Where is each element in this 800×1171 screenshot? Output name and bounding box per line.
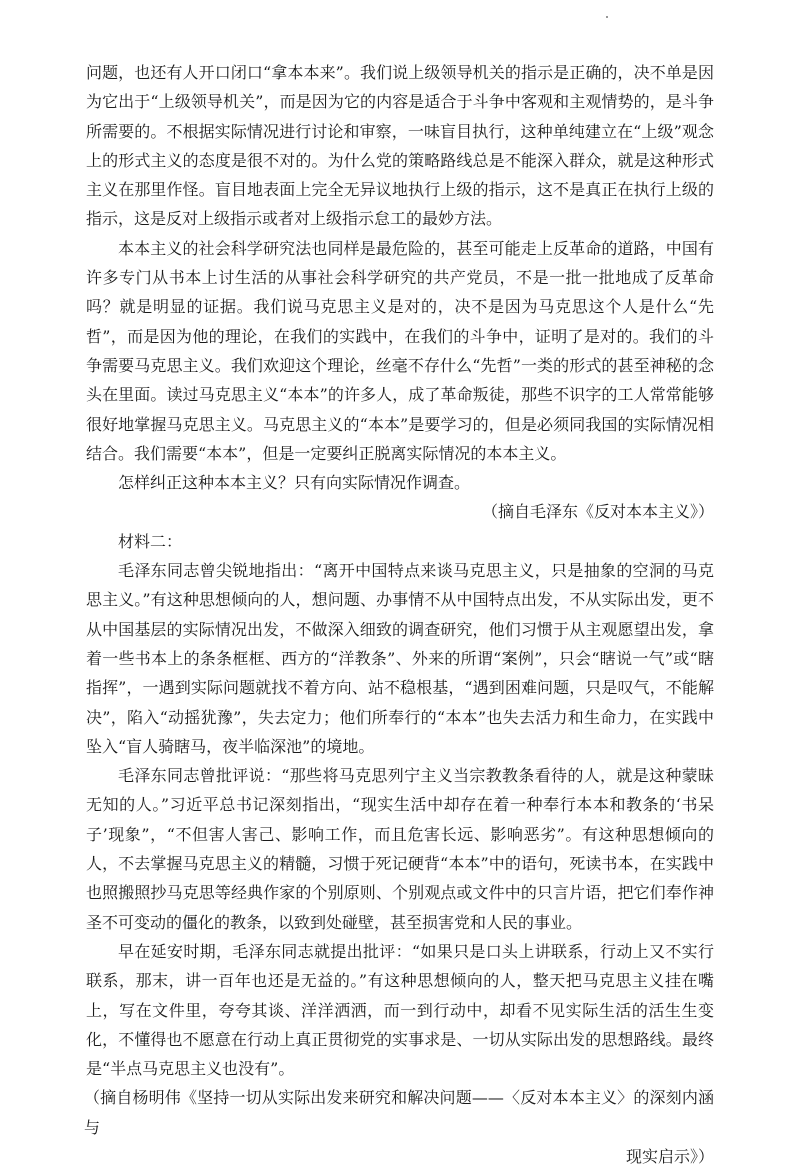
source-citation-yang-line1: （摘自杨明伟《坚持一切从实际出发来研究和解决问题——〈反对本本主义〉的深刻内涵与 — [84, 1088, 714, 1137]
material-two-heading: 材料二： — [118, 531, 183, 551]
document-body — [86, 58, 714, 1171]
paragraph-how-to-correct: 怎样纠正这种本本主义？只有向实际情况作调查。 — [118, 473, 471, 493]
paragraph-bookism-method: 本本主义的社会科学研究法也同样是最危险的，甚至可能走上反革命的道路，中国有许多专门从书本上讨生活的从事社会科学研究的共产党员，不是一批一批地成了反革命吗？就是明显的证据。我们说马克思主义是对的，决不是因为马克思这个人是什么“先哲”，而是因为他的理论，在我们的实践中，在我们的斗争中，证明了是对的。我们的斗争需要马克思主义。我们欢迎这个理论，丝毫不存什么“先哲”一类的形式的甚至神秘的念头在里面。读过马克思主义“本本”的许多人，成了革命叛徒，那些不识字的工人常常能够很好地掌握马克思主义。马克思主义的“本本”是要学习的，但是必须同我国的实际情况相结合。我们需要“本本”，但是一定要纠正脱离实际情况的本本主义。 — [86, 238, 714, 463]
paragraph-dogma-criticism: 毛泽东同志曾批评说：“那些将马克思列宁主义当宗教教条看待的人，就是这种蒙昧无知的人。”习近平总书记深刻指出，“现实生活中却存在着一种奉行本本和教条的‘书呆子’现象”，“不但害人害己、影响工作，而且危害长远、影响恶劣”。有这种思想倾向的人，不去掌握马克思主义的精髓，习惯于死记硬背“本本”中的语句，死读书本，在实践中也照搬照抄马克思等经典作家的个别原则、个别观点或文件中的只言片语，把它们奉作神圣不可变动的僵化的教条，以致到处碰壁，甚至损害党和人民的事业。 — [86, 766, 714, 932]
paragraph-yanan-period: 早在延安时期，毛泽东同志就提出批评：“如果只是口头上讲联系，行动上又不实行联系，那末，讲一百年也还是无益的。”有这种思想倾向的人，整天把马克思主义挂在嘴上，写在文件里，夸夸其谈、洋洋洒洒，而一到行动中，却看不见实际生活的活生生变化，不懂得也不愿意在行动上真正贯彻党的实事求是、一切从实际出发的思想路线。最终是“半点马克思主义也没有”。 — [86, 941, 714, 1079]
paragraph-chinese-characteristics: 毛泽东同志曾尖锐地指出：“离开中国特点来谈马克思主义，只是抽象的空洞的马克思主义。”有这种思想倾向的人，想问题、办事情不从中国特点出发，不从实际出发，更不从中国基层的实际情况出发，不做深入细致的调查研究，他们习惯于从主观愿望出发，拿着一些书本上的条条框框、西方的“洋教条”、外来的所谓“案例”，只会“瞎说一气”或“瞎指挥”，一遇到实际问题就找不着方向、站不稳根基，“遇到困难问题，只是叹气，不能解决”，陷入“动摇犹豫”，失去定力；他们所奉行的“本本”也失去活力和生命力，在实践中坠入“盲人骑瞎马，夜半临深池”的境地。 — [86, 561, 714, 756]
source-citation-yang-line2: 现实启示》） — [625, 1146, 714, 1166]
source-citation-mao: （摘自毛泽东《反对本本主义》） — [481, 502, 714, 522]
paragraph-continuation: 问题，也还有人开口闭口“拿本本来”。我们说上级领导机关的指示是正确的，决不单是因为它出于“上级领导机关”，而是因为它的内容是适合于斗争中客观和主观情势的，是斗争所需要的。不根据实际情况进行讨论和审察，一味盲目执行，这种单纯建立在“上级”观念上的形式主义的态度是很不对的。为什么党的策略路线总是不能深入群众，就是这种形式主义在那里作怪。盲目地表面上完全无异议地执行上级的指示，这不是真正在执行上级的指示，这是反对上级指示或者对上级指示怠工的最妙方法。 — [86, 63, 714, 229]
scan-mark — [606, 16, 608, 18]
